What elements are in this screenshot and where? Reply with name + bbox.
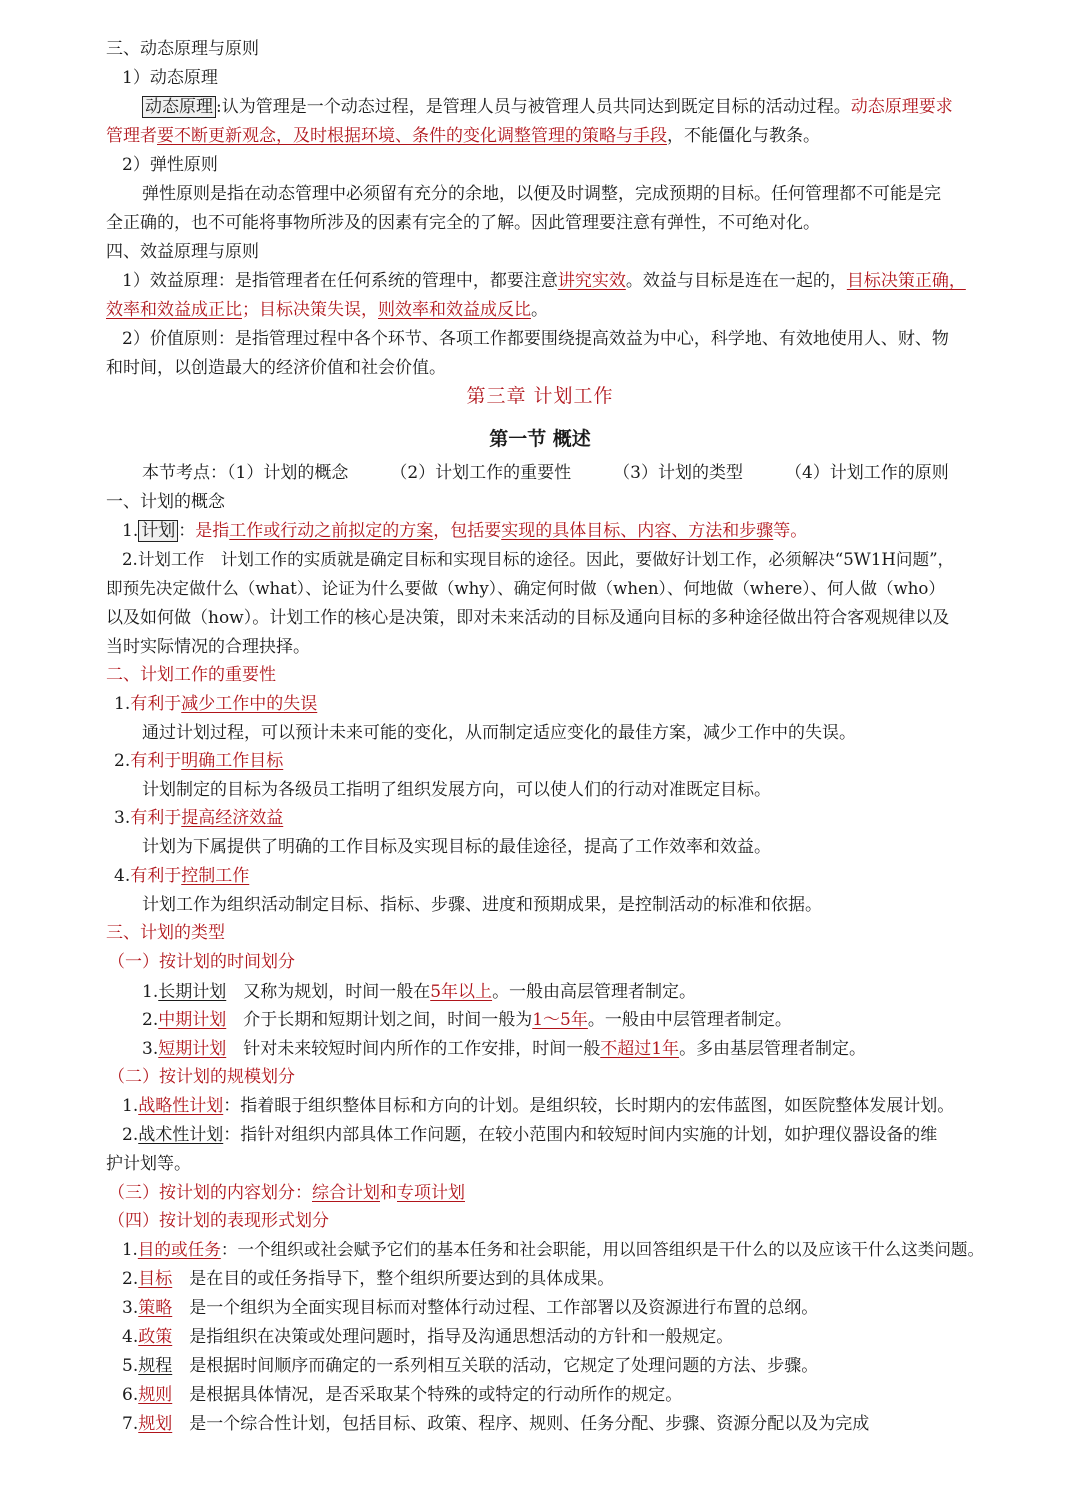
paragraph-elastic-2: 全正确的，也不可能将事物所涉及的因素有完全的了解。因此管理要注意有弹性，不可绝对化。 — [106, 213, 820, 233]
form-item-5: 5.规程 是根据时间顺序而确定的一系列相互关联的活动，它规定了处理问题的方法、步骤。 — [122, 1356, 819, 1376]
form-item-3: 3.策略 是一个组织为全面实现目标而对整体行动过程、工作部署以及资源进行布置的总纲。 — [122, 1298, 819, 1318]
chapter-title: 第三章 计划工作 — [466, 385, 614, 407]
heading-importance: 二、计划工作的重要性 — [106, 665, 276, 685]
importance-item-2: 2.有利于明确工作目标 — [114, 751, 284, 771]
paragraph-dynamic-def-1: 动态原理 :认为管理是一个动态过程，是管理人员与被管理人员共同达到既定目标的活动过程。动态原理要求 — [142, 96, 953, 118]
paragraph-value-1: 2）价值原则：是指管理过程中各个环节、各项工作都要围绕提高效益为中心，科学地、有效地使用人、财、物 — [122, 329, 949, 349]
paragraph-benefit-2: 效率和效益成正比；目标决策失误，则效率和效益成反比。 — [106, 300, 548, 320]
form-item-7: 7.规划 是一个综合性计划，包括目标、政策、程序、规则、任务分配、步骤、资源分配以及为完成 — [122, 1414, 870, 1434]
paragraph-value-2: 和时间，以创造最大的经济价值和社会价值。 — [106, 358, 446, 378]
concept-item-2-line-2: 即预先决定做什么（what）、论证为什么要做（why）、确定何时做（when）、何地做（where）、何人做（who） — [106, 579, 946, 598]
heading-by-scale: （二）按计划的规模划分 — [108, 1067, 295, 1087]
section-title: 第一节 概述 — [489, 428, 591, 450]
heading-dynamic-principle: 三、动态原理与原则 — [106, 39, 259, 59]
heading-by-form: （四）按计划的表现形式划分 — [108, 1211, 329, 1231]
concept-item-2-line-1: 2.计划工作 计划工作的实质就是确定目标和实现目标的途径。因此，要做好计划工作，必须解决“5W1H问题”， — [122, 550, 955, 569]
importance-desc-1: 通过计划过程，可以预计未来可能的变化，从而制定适应变化的最佳方案，减少工作中的失误。 — [142, 723, 856, 743]
scale-item-2: 2.战术性计划：指针对组织内部具体工作问题，在较小范围内和较短时间内实施的计划，如护理仪器设备的维 — [122, 1125, 938, 1145]
paragraph-elastic-1: 弹性原则是指在动态管理中必须留有充分的余地，以便及时调整，完成预期的目标。任何管理都不可能是完 — [142, 184, 941, 204]
heading-by-content: （三）按计划的内容划分：综合计划和专项计划 — [108, 1183, 465, 1203]
time-item-3: 3.短期计划 针对未来较短时间内所作的工作安排，时间一般不超过1年。多由基层管理者制定。 — [142, 1039, 867, 1059]
importance-desc-2: 计划制定的目标为各级员工指明了组织发展方向，可以使人们的行动对准既定目标。 — [142, 780, 771, 800]
concept-item-2-line-3: 以及如何做（how）。计划工作的核心是决策，即对未来活动的目标及通向目标的多种途径做出符合客观规律以及 — [106, 608, 950, 628]
concept-item-2-line-4: 当时实际情况的合理抉择。 — [106, 637, 310, 657]
paragraph-benefit-1: 1）效益原理：是指管理者在任何系统的管理中，都要注意讲究实效。效益与目标是连在一起的，目标决策正确， — [122, 271, 966, 291]
form-item-2: 2.目标 是在目的或任务指导下，整个组织所要达到的具体成果。 — [122, 1269, 615, 1289]
term-box: 计划 — [138, 520, 178, 542]
scale-item-1: 1.战略性计划：指着眼于组织整体目标和方向的计划。是组织较，长时期内的宏伟蓝图，如医院整体发展计划。 — [122, 1096, 955, 1116]
importance-item-3: 3.有利于提高经济效益 — [114, 808, 284, 828]
heading-by-time: （一）按计划的时间划分 — [108, 952, 295, 972]
subheading-dynamic: 1）动态原理 — [122, 68, 218, 88]
importance-desc-3: 计划为下属提供了明确的工作目标及实现目标的最佳途径，提高了工作效率和效益。 — [142, 837, 771, 857]
subheading-elastic: 2）弹性原则 — [122, 155, 218, 175]
paragraph-dynamic-def-2: 管理者要不断更新观念，及时根据环境、条件的变化调整管理的策略与手段，不能僵化与教条。 — [106, 126, 820, 146]
form-item-6: 6.规则 是根据具体情况，是否采取某个特殊的或特定的行动所作的规定。 — [122, 1385, 683, 1405]
heading-benefit-principle: 四、效益原理与原则 — [106, 242, 259, 262]
term-box: 动态原理 — [142, 96, 216, 118]
form-item-4: 4.政策 是指组织在决策或处理问题时，指导及沟通思想活动的方针和一般规定。 — [122, 1327, 734, 1347]
heading-plan-concept: 一、计划的概念 — [106, 492, 225, 512]
concept-item-1: 1. 计划 ：是指工作或行动之前拟定的方案，包括要实现的具体目标、内容、方法和步骤等。 — [122, 521, 808, 541]
key-points: 本节考点：（1）计划的概念 （2）计划工作的重要性 （3）计划的类型 （4）计划工作的原则 — [142, 463, 949, 483]
importance-item-1: 1.有利于减少工作中的失误 — [114, 694, 318, 714]
time-item-1: 1.长期计划 又称为规划，时间一般在5年以上。一般由高层管理者制定。 — [142, 982, 697, 1002]
heading-plan-types: 三、计划的类型 — [106, 923, 225, 943]
importance-desc-4: 计划工作为组织活动制定目标、指标、步骤、进度和预期成果，是控制活动的标准和依据。 — [142, 895, 822, 915]
scale-item-2-line-2: 护计划等。 — [106, 1154, 191, 1174]
time-item-2: 2.中期计划 介于长期和短期计划之间，时间一般为1～5年。一般由中层管理者制定。 — [142, 1010, 792, 1030]
form-item-1: 1.目的或任务：一个组织或社会赋予它们的基本任务和社会职能，用以回答组织是干什么的以及应该干什么这类问题。 — [122, 1240, 985, 1259]
importance-item-4: 4.有利于控制工作 — [114, 866, 250, 886]
